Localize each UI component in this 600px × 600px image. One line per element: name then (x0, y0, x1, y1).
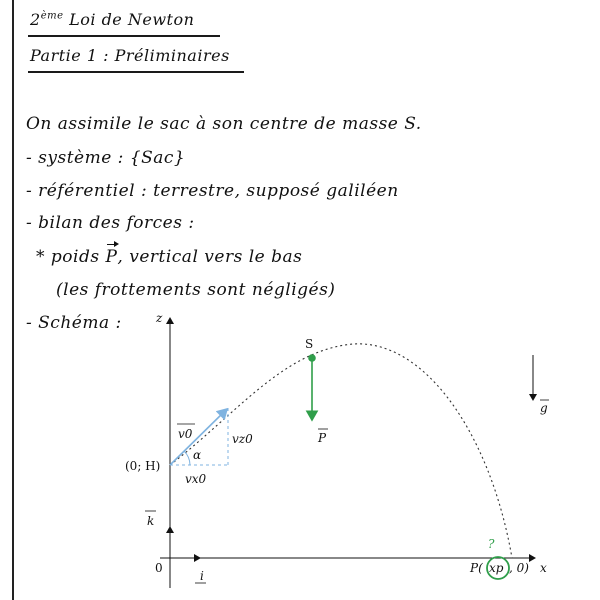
question-mark: ? (488, 537, 495, 551)
system-line: - système : {Sac} (26, 148, 186, 168)
weight-prefix: * poids (36, 247, 106, 267)
v0-label: v0 (178, 427, 193, 441)
title-number: 2 (30, 10, 41, 29)
title-suffix: ème (40, 10, 64, 22)
z-axis-label: z (156, 311, 163, 325)
landing-point-suffix: , 0) (509, 561, 529, 575)
forces-line: - bilan des forces : (26, 213, 195, 233)
weight-suffix: , vertical vers le bas (117, 247, 303, 267)
referential-line: - référentiel : terrestre, supposé galiléen (26, 181, 399, 201)
weight-vector-label: P (105, 247, 118, 267)
trajectory-curve (170, 344, 512, 558)
title-rest: Loi de Newton (63, 10, 195, 29)
schema-line: - Schéma : (26, 313, 122, 333)
landing-point-prefix: P( (470, 561, 483, 575)
vz0-label: vz0 (232, 432, 253, 446)
landing-point-xp: xp (489, 561, 504, 575)
unit-vector-i-label: i (200, 569, 204, 583)
gravity-label: g (540, 401, 548, 415)
point-s-label: S (305, 337, 314, 351)
weight-vector-label-diagram: P (318, 431, 327, 445)
friction-line: (les frottements sont négligés) (56, 280, 336, 300)
origin-label: 0 (155, 561, 163, 575)
vx0-label: vx0 (185, 472, 207, 486)
x-axis-label: x (540, 561, 547, 575)
alpha-label: α (193, 448, 202, 462)
unit-vector-k-label: k (147, 514, 155, 528)
intro-line: On assimile le sac à son centre de masse S. (26, 114, 422, 134)
alpha-arc (184, 451, 190, 465)
start-point-label: (0; H) (125, 459, 161, 473)
page-subtitle: Partie 1 : Préliminaires (30, 46, 230, 65)
